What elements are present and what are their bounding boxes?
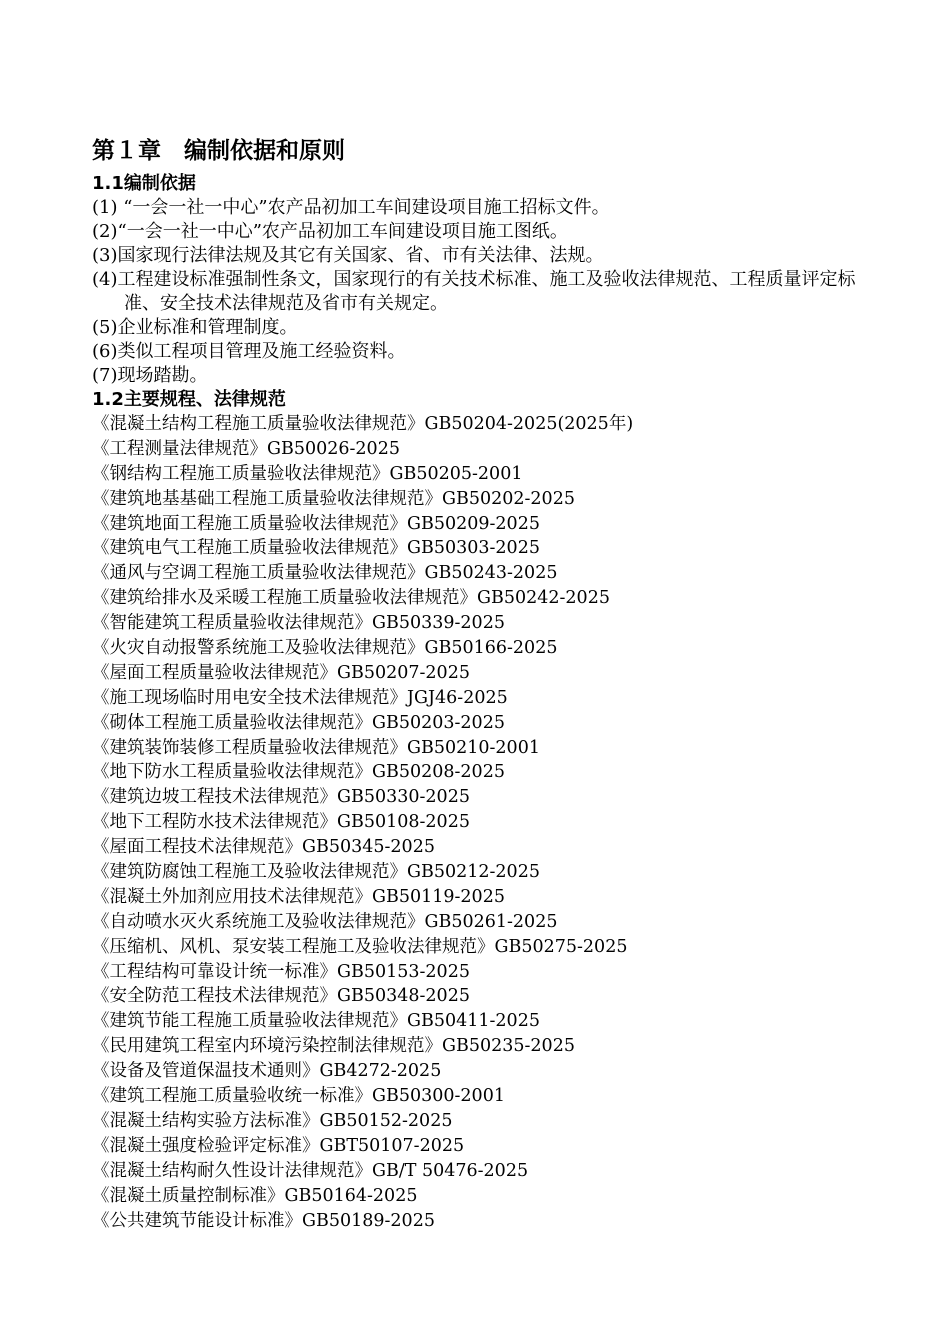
basis-item: (2)“一会一社一中心”农产品初加工车间建设项目施工图纸。 <box>92 221 568 242</box>
standard-item: 《建筑电气工程施工质量验收法律规范》GB50303-2025 <box>92 538 540 559</box>
standard-item: 《混凝土结构工程施工质量验收法律规范》GB50204-2025(2025年) <box>92 414 634 434</box>
standards-list <box>92 412 882 1233</box>
standard-item: 《民用建筑工程室内环境污染控制法律规范》GB50235-2025 <box>92 1036 575 1057</box>
standard-item: 《建筑边坡工程技术法律规范》GB50330-2025 <box>92 787 470 808</box>
chapter-title: 第１章 编制依据和原则 <box>92 138 345 164</box>
basis-item: (6)类似工程项目管理及施工经验资料。 <box>92 341 406 362</box>
standard-item: 《智能建筑工程质量验收法律规范》GB50339-2025 <box>92 613 505 634</box>
standard-item: 《建筑给排水及采暖工程施工质量验收法律规范》GB50242-2025 <box>92 588 610 609</box>
standard-item: 《地下防水工程质量验收法律规范》GB50208-2025 <box>92 762 505 783</box>
standard-item: 《混凝土结构实验方法标准》GB50152-2025 <box>92 1110 453 1131</box>
standard-item: 《工程测量法律规范》GB50026-2025 <box>92 438 400 459</box>
standard-item: 《公共建筑节能设计标准》GB50189-2025 <box>92 1210 435 1231</box>
standard-item: 《安全防范工程技术法律规范》GB50348-2025 <box>92 986 470 1007</box>
standard-item: 《混凝土强度检验评定标准》GBT50107-2025 <box>92 1135 465 1156</box>
standard-item: 《混凝土外加剂应用技术法律规范》GB50119-2025 <box>92 886 505 907</box>
basis-item: (5)企业标准和管理制度。 <box>92 317 298 338</box>
standard-item: 《屋面工程质量验收法律规范》GB50207-2025 <box>92 662 470 683</box>
standard-item: 《混凝土质量控制标准》GB50164-2025 <box>92 1185 418 1206</box>
basis-item: (1) “一会一社一中心”农产品初加工车间建设项目施工招标文件。 <box>92 197 610 218</box>
standard-item: 《屋面工程技术法律规范》GB50345-2025 <box>92 837 435 858</box>
standard-item: 《建筑装饰装修工程质量验收法律规范》GB50210-2001 <box>92 737 540 758</box>
standard-item: 《火灾自动报警系统施工及验收法律规范》GB50166-2025 <box>92 638 558 659</box>
standard-item: 《混凝土结构耐久性设计法律规范》GB/T 50476-2025 <box>92 1160 529 1181</box>
basis-item: (4)工程建设标准强制性条文，国家现行的有关技术标准、施工及验收法律规范、工程质量评定标准、安全技术法律规范及省市有关规定。 <box>92 269 856 314</box>
standard-item: 《建筑节能工程施工质量验收法律规范》GB50411-2025 <box>92 1011 540 1032</box>
standard-item: 《建筑防腐蚀工程施工及验收法律规范》GB50212-2025 <box>92 862 540 883</box>
basis-item: (3)国家现行法律法规及其它有关国家、省、市有关法律、法规。 <box>92 245 604 266</box>
section-heading-basis: 1.1编制依据 <box>92 173 196 194</box>
basis-item: (7)现场踏勘。 <box>92 365 208 386</box>
standard-item: 《自动喷水灭火系统施工及验收法律规范》GB50261-2025 <box>92 911 558 932</box>
document-body <box>92 172 882 1233</box>
standard-item: 《建筑工程施工质量验收统一标准》GB50300-2001 <box>92 1086 505 1107</box>
standard-item: 《工程结构可靠设计统一标准》GB50153-2025 <box>92 961 470 982</box>
standard-item: 《砌体工程施工质量验收法律规范》GB50203-2025 <box>92 712 505 733</box>
standard-item: 《施工现场临时用电安全技术法律规范》JGJ46-2025 <box>92 687 508 708</box>
basis-list <box>92 196 882 388</box>
standard-item: 《建筑地面工程施工质量验收法律规范》GB50209-2025 <box>92 513 540 534</box>
standard-item: 《地下工程防水技术法律规范》GB50108-2025 <box>92 812 470 833</box>
standard-item: 《设备及管道保温技术通则》GB4272-2025 <box>92 1061 442 1082</box>
section-heading-standards: 1.2主要规程、法律规范 <box>92 389 286 410</box>
standard-item: 《钢结构工程施工质量验收法律规范》GB50205-2001 <box>92 463 523 484</box>
standard-item: 《压缩机、风机、泵安装工程施工及验收法律规范》GB50275-2025 <box>92 936 628 957</box>
standard-item: 《通风与空调工程施工质量验收法律规范》GB50243-2025 <box>92 563 558 584</box>
standard-item: 《建筑地基基础工程施工质量验收法律规范》GB50202-2025 <box>92 488 575 509</box>
